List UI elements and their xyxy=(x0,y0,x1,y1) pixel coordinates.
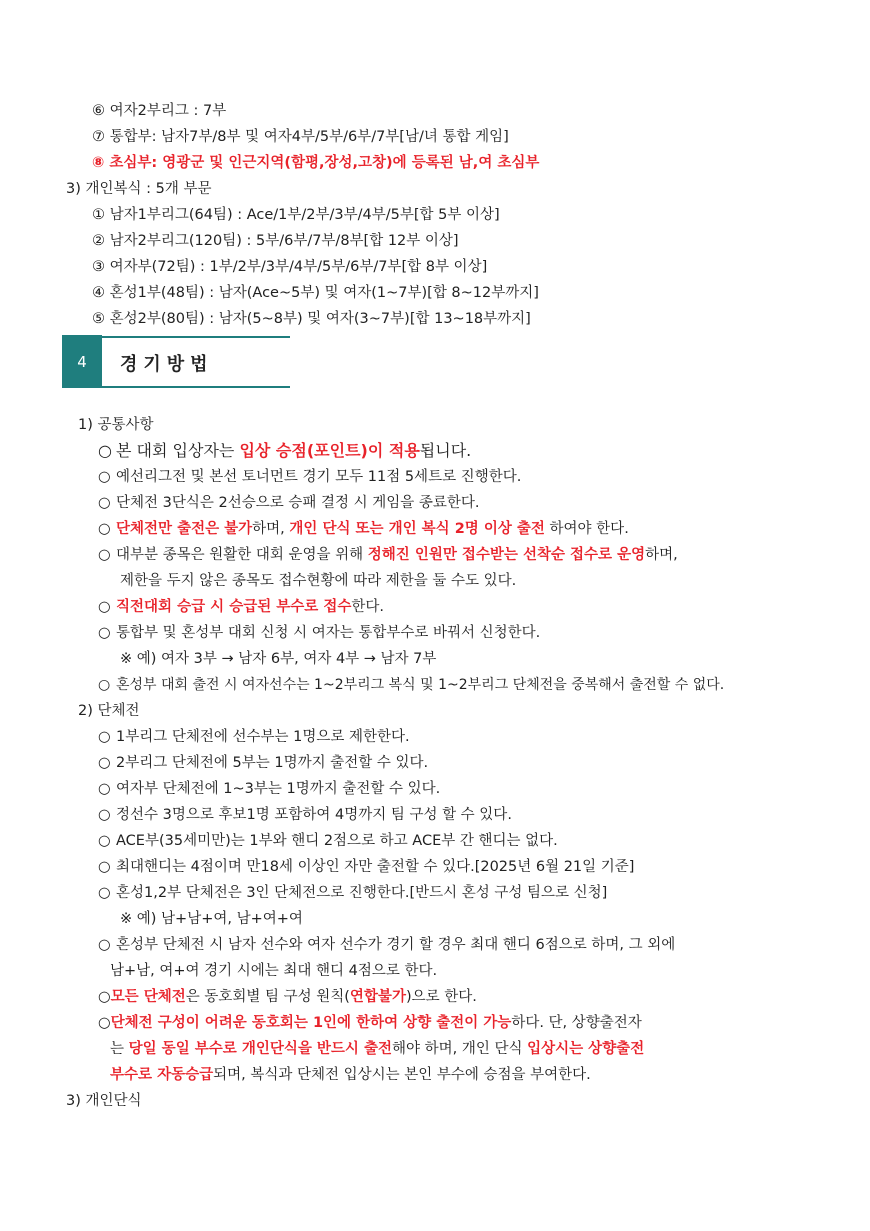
list-item: ④ 혼성1부(48팀) : 남자(Ace~5부) 및 여자(1~7부)[합 8~12부까지] xyxy=(92,285,539,301)
list-item: ⑥ 여자2부리그 : 7부 xyxy=(92,103,227,119)
list-item: ② 남자2부리그(120팀) : 5부/6부/7부/8부[합 12부 이상] xyxy=(92,233,459,249)
list-item: ⑦ 통합부: 남자7부/8부 및 여자4부/5부/6부/7부[남/녀 통합 게임] xyxy=(92,129,509,145)
list-item-continuation: 제한을 두지 않은 종목도 접수현황에 따라 제한을 둘 수도 있다. xyxy=(120,573,517,589)
list-item: ○ 단체전만 출전은 불가하며, 개인 단식 또는 개인 복식 2명 이상 출전 하여야 한다. xyxy=(98,521,629,537)
section-title: 경기방법 xyxy=(120,354,214,375)
section-number-badge: 4 xyxy=(62,335,102,388)
list-item: ○ 정선수 3명으로 후보1명 포함하여 4명까지 팀 구성 할 수 있다. xyxy=(98,807,512,823)
list-item: ⑤ 혼성2부(80팀) : 남자(5~8부) 및 여자(3~7부)[합 13~18부까지] xyxy=(92,311,531,327)
section-rule-top xyxy=(102,336,290,338)
list-item: ○ 2부리그 단체전에 5부는 1명까지 출전할 수 있다. xyxy=(98,755,429,771)
list-item: ○ ACE부(35세미만)는 1부와 핸디 2점으로 하고 ACE부 간 핸디는 없다. xyxy=(98,833,558,849)
section-rule-bottom xyxy=(102,386,290,388)
list-item: ① 남자1부리그(64팀) : Ace/1부/2부/3부/4부/5부[합 5부 이상] xyxy=(92,207,500,223)
list-item: ○ 혼성부 대회 출전 시 여자선수는 1~2부리그 복식 및 1~2부리그 단체전을 중복해서 출전할 수 없다. xyxy=(98,677,725,693)
list-item: ○ 최대핸디는 4점이며 만18세 이상인 자만 출전할 수 있다.[2025년 6월 21일 기준] xyxy=(98,859,635,875)
list-item: ○ 본 대회 입상자는 입상 승점(포인트)이 적용됩니다. xyxy=(98,441,472,460)
list-item: ○ 예선리그전 및 본선 토너먼트 경기 모두 11점 5세트로 진행한다. xyxy=(98,469,522,485)
subsection-heading: 3) 개인단식 xyxy=(66,1093,142,1109)
list-item-continuation: 는 당일 동일 부수로 개인단식을 반드시 출전해야 하며, 개인 단식 입상시는 상향출전 xyxy=(110,1041,645,1057)
list-item: ○ 단체전 3단식은 2선승으로 승패 결정 시 게임을 종료한다. xyxy=(98,495,480,511)
list-item: ③ 여자부(72팀) : 1부/2부/3부/4부/5부/6부/7부[합 8부 이상] xyxy=(92,259,488,275)
list-item: ○모든 단체전은 동호회별 팀 구성 원칙(연합불가)으로 한다. xyxy=(98,989,477,1005)
list-item: ○ 여자부 단체전에 1~3부는 1명까지 출전할 수 있다. xyxy=(98,781,441,797)
subsection-heading: 1) 공통사항 xyxy=(78,417,154,433)
list-item-continuation: 부수로 자동승급되며, 복식과 단체전 입상시는 본인 부수에 승점을 부여한다. xyxy=(110,1067,591,1083)
list-item: ○ 대부분 종목은 원활한 대회 운영을 위해 정해진 인원만 접수받는 선착순 접수로 운영하며, xyxy=(98,547,678,563)
list-item: ○ 1부리그 단체전에 선수부는 1명으로 제한한다. xyxy=(98,729,410,745)
list-item: ○ 통합부 및 혼성부 대회 신청 시 여자는 통합부수로 바꿔서 신청한다. xyxy=(98,625,541,641)
note-text: ※ 예) 여자 3부 → 남자 6부, 여자 4부 → 남자 7부 xyxy=(120,651,437,667)
list-item: ⑧ 초심부: 영광군 및 인근지역(함평,장성,고창)에 등록된 남,여 초심부 xyxy=(92,155,540,171)
list-item: ○ 혼성1,2부 단체전은 3인 단체전으로 진행한다.[반드시 혼성 구성 팀으로 신청] xyxy=(98,885,608,901)
list-item: ○ 직전대회 승급 시 승급된 부수로 접수한다. xyxy=(98,599,384,615)
list-item-continuation: 남+남, 여+여 경기 시에는 최대 핸디 4점으로 한다. xyxy=(110,963,438,979)
list-item: ○단체전 구성이 어려운 동호회는 1인에 한하여 상향 출전이 가능하다. 단, 상향출전자 xyxy=(98,1015,642,1031)
subsection-heading: 2) 단체전 xyxy=(78,703,140,719)
list-item: ○ 혼성부 단체전 시 남자 선수와 여자 선수가 경기 할 경우 최대 핸디 6점으로 하며, 그 외에 xyxy=(98,937,676,953)
note-text: ※ 예) 남+남+여, 남+여+여 xyxy=(120,911,303,927)
section-heading: 3) 개인복식 : 5개 부문 xyxy=(66,181,212,197)
